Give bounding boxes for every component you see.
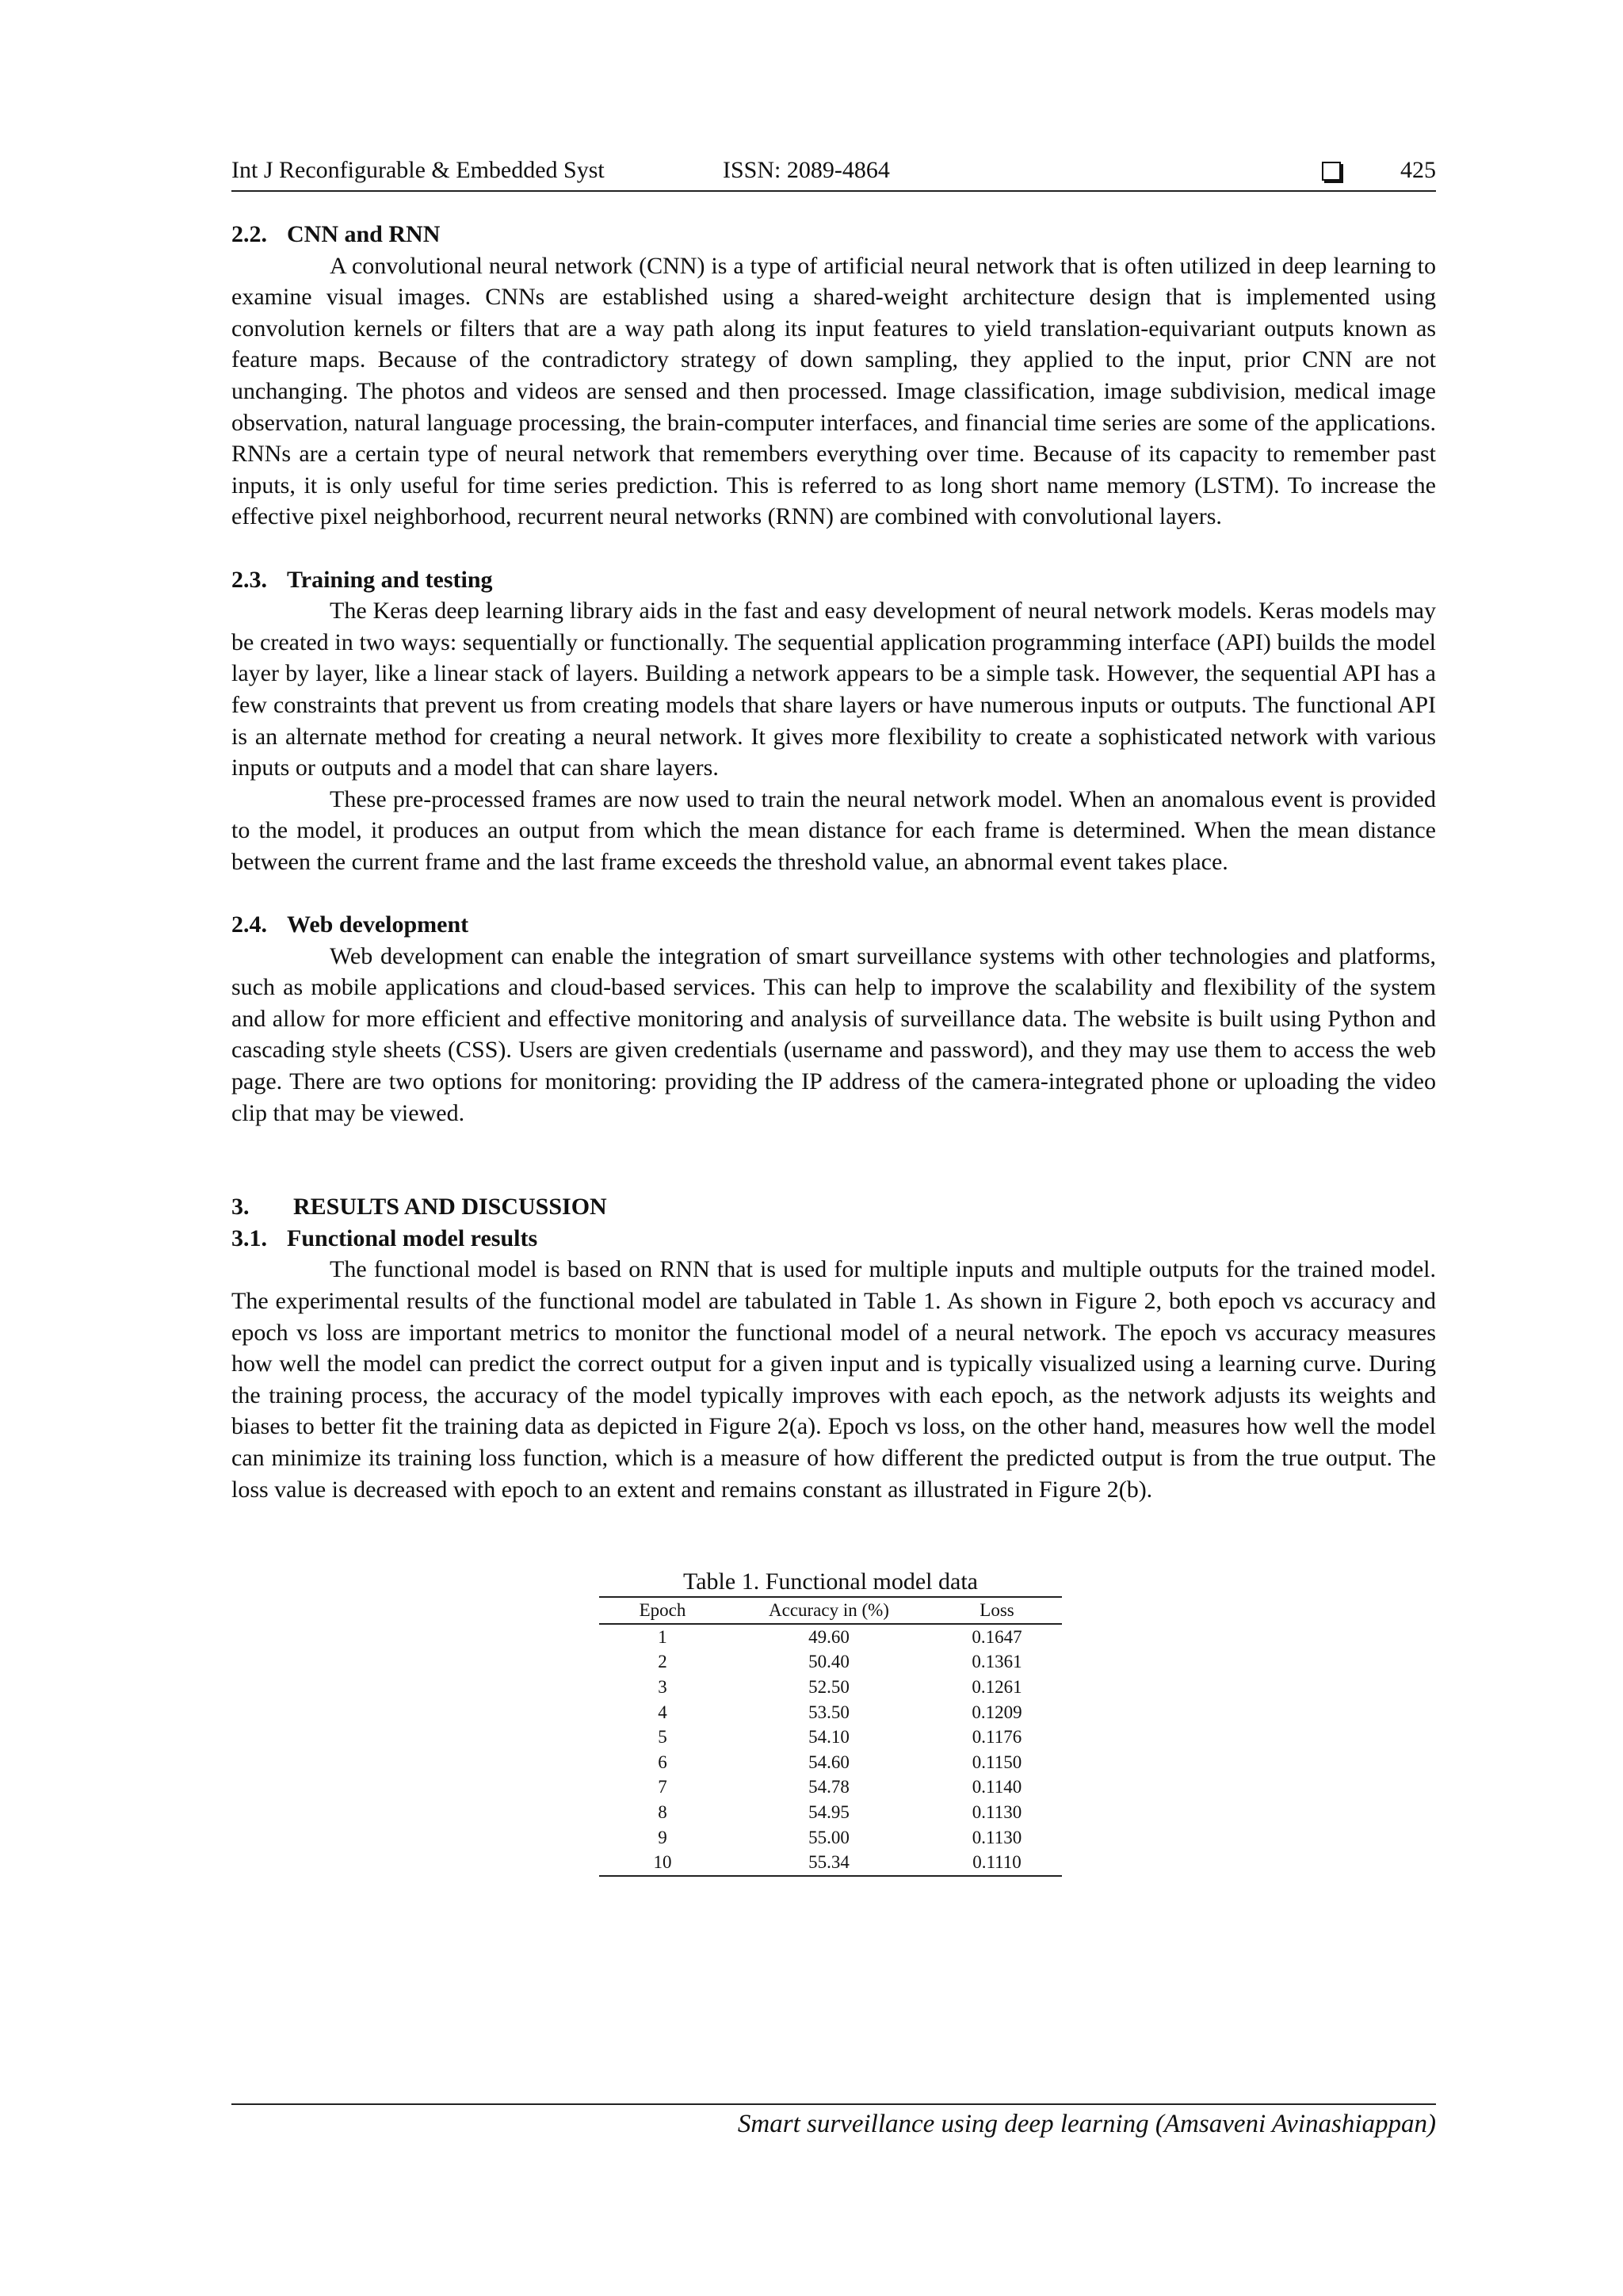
table-row: 10 55.34 0.1110 xyxy=(599,1850,1062,1876)
paragraph-web-development: Web development can enable the integration of smart surveillance systems with other technologies and platforms, such as mobile applications and cloud-based services. This can help to improve the scalability and flexibility of the system and allow for more efficient and effective monitoring and analysis of surveillance data. The website is built using Python and cascading style sheets (CSS). Users are given credentials (username and password), and they may use them to access the web page. There are two options for monitoring: providing the IP address of the camera-integrated phone or uploading the video clip that may be viewed. xyxy=(231,942,1436,1126)
table-1 xyxy=(599,1568,1062,1877)
table-row: 1 49.60 0.1647 xyxy=(658,1626,1022,1647)
column-header-epoch: Epoch xyxy=(599,1597,726,1624)
table-row: 2 50.40 0.1361 xyxy=(658,1652,1022,1672)
section-heading-2-4: 2.4. Web development xyxy=(231,911,469,938)
issn: ISSN: 2089-4864 xyxy=(723,157,890,183)
paper-page xyxy=(231,0,1436,2296)
table-row: 9 55.00 0.1130 xyxy=(658,1827,1022,1847)
section-heading-3: 3. RESULTS AND DISCUSSION xyxy=(231,1194,607,1221)
page-number: 425 xyxy=(1400,157,1436,183)
journal-name: Int J Reconfigurable & Embedded Syst xyxy=(231,157,605,183)
table-row: 5 54.10 0.1176 xyxy=(658,1727,1022,1748)
running-title: Smart surveillance using deep learning (Amsaveni Avinashiappan) xyxy=(737,2110,1436,2138)
table-header-row xyxy=(599,1597,1062,1624)
table-row: 4 53.50 0.1209 xyxy=(658,1702,1022,1722)
table-row: 3 52.50 0.1261 xyxy=(658,1676,1022,1697)
column-header-loss: Loss xyxy=(932,1597,1062,1624)
section-heading-2-3: 2.3. Training and testing xyxy=(231,566,493,593)
paragraph-functional-results: The functional model is based on RNN that is used for multiple inputs and multiple outputs for the trained model. The experimental results of the functional model are tabulated in Table 1. As shown in Figure 2, both epoch vs accuracy and epoch vs loss are important metrics to monitor the functional model of a neural network. The epoch vs accuracy measures how well the model can predict the correct output for a given input and is typically visualized using a learning curve. During the training process, the accuracy of the model typically improves with each epoch, as the network adjusts its weights and biases to better fit the training data as depicted in Figure 2(a). Epoch vs loss, on the other hand, measures how well the model can minimize its training loss function, which is a measure of how different the predicted output is from the true output. The loss value is decreased with epoch to an extent and remains constant as illustrated in Figure 2(b). xyxy=(231,1256,1436,1503)
table-row: 8 54.95 0.1130 xyxy=(658,1801,1022,1822)
section-heading-2-2: 2.2. CNN and RNN xyxy=(231,221,441,247)
section-heading-3-1: 3.1. Functional model results xyxy=(231,1224,538,1251)
functional-model-table xyxy=(599,1596,1062,1877)
column-header-accuracy: Accuracy in (%) xyxy=(726,1597,932,1624)
page-header xyxy=(231,155,1436,192)
table-row: 6 54.60 0.1150 xyxy=(658,1752,1022,1772)
page-footer xyxy=(231,2103,1436,2139)
paragraph-cnn-rnn: A convolutional neural network (CNN) is a type of artificial neural network that is often utilized in deep learning to examine visual images. CNNs are established using a shared-weight architecture design that is implemented using convolution kernels or filters that are a way path along its input features to yield translation-equivariant outputs known as feature maps. Because of the contradictory strategy of down sampling, they applied to the input, prior CNN are not unchanging. The photos and videos are sensed and then processed. Image classification, image subdivision, medical image observation, natural language processing, the brain-computer interfaces, and financial time series are some of the applications. RNNs are a certain type of neural network that remembers everything over time. Because of its capacity to remember past inputs, it is only useful for time series prediction. This is referred to as long short name memory (LSTM). To increase the effective pixel neighborhood, recurrent neural networks (RNN) are combined with convolutional layers. xyxy=(231,252,1436,530)
square-bullet-icon xyxy=(1322,162,1341,181)
paragraph-training-2: These pre-processed frames are now used to train the neural network model. When an anomalous event is provided to the model, it produces an output from which the mean distance for each frame is determined. When the mean distance between the current frame and the last frame exceeds the threshold value, an abnormal event takes place. xyxy=(231,785,1436,875)
paragraph-training-1: The Keras deep learning library aids in the fast and easy development of neural network models. Keras models may be created in two ways: sequentially or functionally. The sequential application programming interface (API) builds the model layer by layer, like a linear stack of layers. Building a network appears to be a simple task. However, the sequential API has a few constraints that prevent us from creating models that share layers or have numerous inputs or outputs. The functional API is an alternate method for creating a neural network. It gives more flexibility to create a sophisticated network with various inputs or outputs and a model that can share layers. xyxy=(231,598,1436,781)
body-text xyxy=(231,219,1436,1877)
table-caption: Table 1. Functional model data xyxy=(683,1568,978,1595)
table-row: 7 54.78 0.1140 xyxy=(658,1777,1022,1797)
